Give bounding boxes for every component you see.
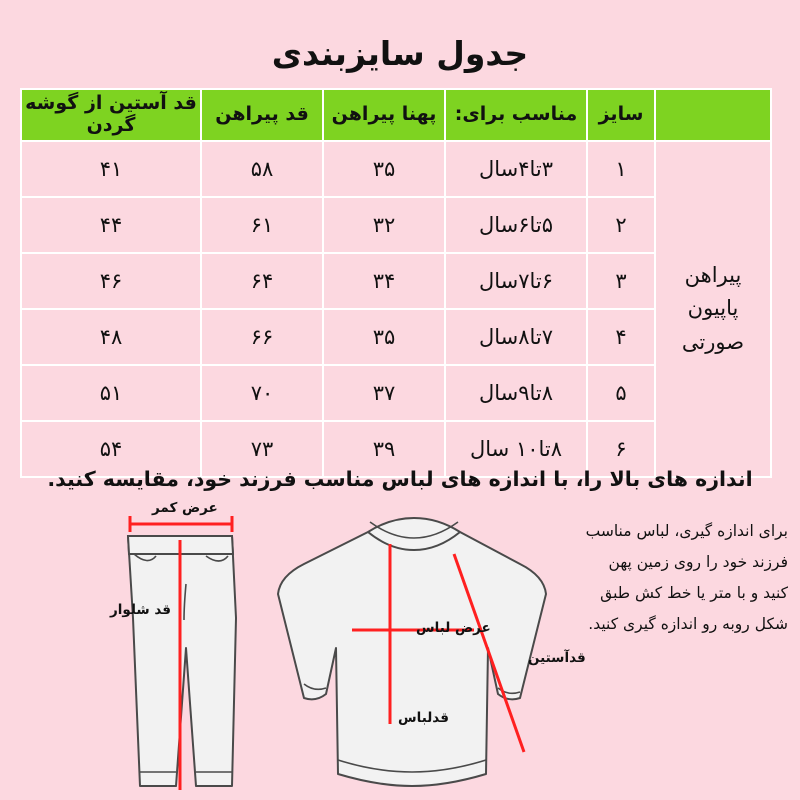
header-suitable-for: مناسب برای:: [445, 89, 587, 141]
cell-suitable: ۶تا۷سال: [445, 253, 587, 309]
cell-suitable: ۸تا۱۰ سال: [445, 421, 587, 477]
cell-size: ۴: [587, 309, 655, 365]
cell-suitable: ۳تا۴سال: [445, 141, 587, 197]
group-label-cell: پیراهن پاپیون صورتی: [655, 141, 771, 477]
cell-size: ۵: [587, 365, 655, 421]
header-shirt-width: پهنا پیراهن: [323, 89, 445, 141]
cell-chest: ۳۴: [323, 253, 445, 309]
header-group-spacer: [655, 89, 771, 141]
cell-sleeve: ۴۸: [21, 309, 201, 365]
label-waist-width: عرض کمر: [152, 500, 218, 516]
cell-size: ۳: [587, 253, 655, 309]
label-sleeve-length: قدآستین: [528, 650, 586, 666]
cell-chest: ۳۲: [323, 197, 445, 253]
header-size: سایز: [587, 89, 655, 141]
cell-sleeve: ۵۱: [21, 365, 201, 421]
cell-length: ۶۶: [201, 309, 323, 365]
cell-suitable: ۷تا۸سال: [445, 309, 587, 365]
cell-suitable: ۸تا۹سال: [445, 365, 587, 421]
comparison-note: اندازه های بالا را، با اندازه های لباس مناسب فرزند خود، مقایسه کنید.: [47, 467, 753, 491]
shirt-illustration: [278, 518, 546, 786]
cell-chest: ۳۵: [323, 309, 445, 365]
cell-chest: ۳۷: [323, 365, 445, 421]
cell-length: ۶۱: [201, 197, 323, 253]
size-table-container: [25, 88, 772, 478]
label-shirt-length: قدلباس: [398, 710, 449, 726]
cell-size: ۶: [587, 421, 655, 477]
cell-sleeve: ۴۶: [21, 253, 201, 309]
cell-sleeve: ۴۱: [21, 141, 201, 197]
instruction-line: کنید و با متر یا خط کش طبق: [600, 584, 788, 602]
cell-length: ۷۰: [201, 365, 323, 421]
instruction-line: شکل روبه رو اندازه گیری کنید.: [588, 615, 788, 633]
header-shirt-length: قد پیراهن: [201, 89, 323, 141]
instructions-text: [536, 516, 788, 640]
table-row: [21, 141, 771, 197]
label-pants-length: قد شلوار: [110, 602, 171, 618]
label-shirt-width: عرض لباس: [416, 620, 491, 636]
instruction-line: برای اندازه گیری، لباس مناسب: [585, 522, 788, 540]
table-body: [21, 141, 771, 477]
cell-sleeve: ۵۴: [21, 421, 201, 477]
pants-illustration: [128, 516, 236, 790]
cell-length: ۵۸: [201, 141, 323, 197]
table-header-row: [21, 89, 771, 141]
cell-chest: ۳۵: [323, 141, 445, 197]
cell-suitable: ۵تا۶سال: [445, 197, 587, 253]
cell-chest: ۳۹: [323, 421, 445, 477]
measurement-guide: [0, 498, 800, 800]
page-title: جدول سایزبندی: [271, 34, 529, 73]
cell-length: ۷۳: [201, 421, 323, 477]
instruction-line: فرزند خود را روی زمین پهن: [608, 553, 788, 571]
header-sleeve-length: قد آستین از گوشه گردن: [21, 89, 201, 141]
garment-diagram: [0, 498, 560, 800]
cell-size: ۲: [587, 197, 655, 253]
cell-sleeve: ۴۴: [21, 197, 201, 253]
cell-size: ۱: [587, 141, 655, 197]
size-table: [20, 88, 772, 478]
cell-length: ۶۴: [201, 253, 323, 309]
